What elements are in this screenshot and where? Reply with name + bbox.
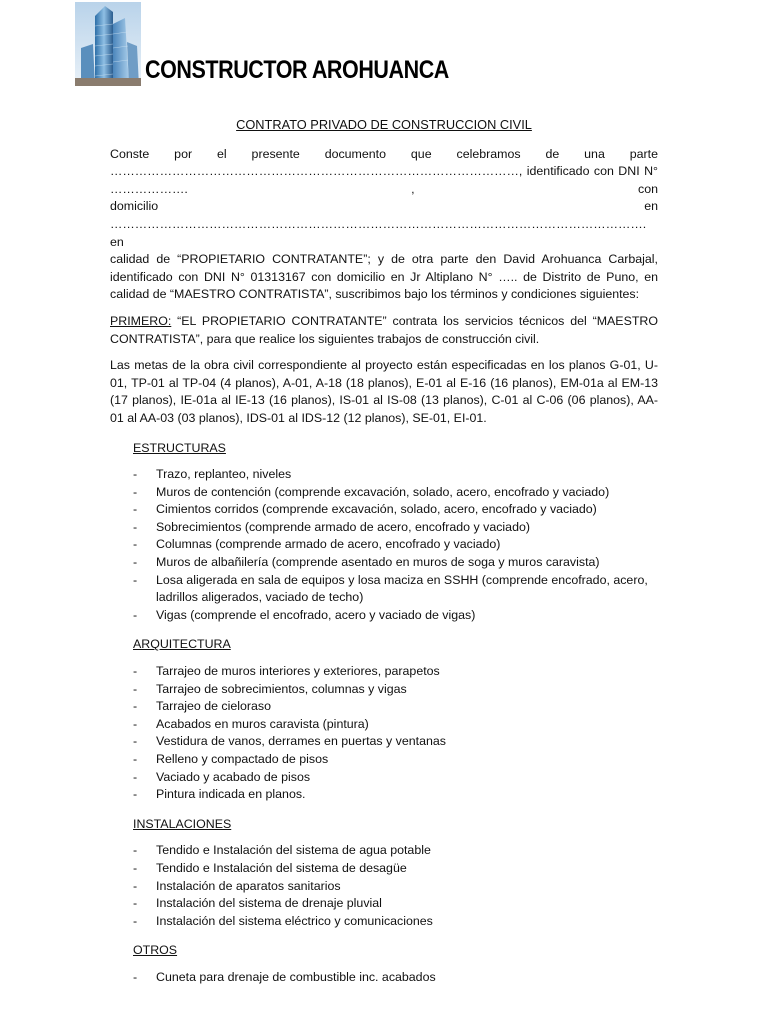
list-item: - Tendido e Instalación del sistema de desagüe [133,860,407,875]
list-item: - Relleno y compactado de pisos [133,752,329,766]
list-item: - Instalación de aparatos sanitarios [133,878,341,893]
section-estructuras [110,440,658,625]
company-name: CONSTRUCTOR AROHUANCA [145,56,449,84]
list-item: - Losa aligerada en sala de equipos y losa maciza en SSHH (comprende encofrado, acero, ladrillos aligerados, vaciado de techo) [133,572,648,605]
section-instalaciones [110,816,658,931]
intro-line-1: Conste por el presente documento que celebramos de una parte [110,146,658,161]
list-item: - Tendido e Instalación del sistema de agua potable [133,843,431,858]
clause-primero-text: “EL PROPIETARIO CONTRATANTE” contrata los servicios técnicos del “MAESTRO CONTRATISTA”, para que realice los siguientes trabajos de construcción civil. [110,313,658,346]
intro-line-3: domicilio en …………………………………………………………………………………………………………………. en [110,199,658,249]
list-item: - Tarrajeo de sobrecimientos, columnas y vigas [133,681,407,696]
list-item: - Trazo, replanteo, niveles [133,467,292,482]
list-item: - Cimientos corridos (comprende excavación, solado, acero, encofrado y vaciado) [133,502,597,517]
document-title: CONTRATO PRIVADO DE CONSTRUCCION CIVIL [236,117,532,132]
list-item: - Acabados en muros caravista (pintura) [133,716,369,731]
section-list [110,969,658,987]
section-list [110,466,658,624]
section-otros [110,942,658,986]
list-item: - Instalación del sistema eléctrico y comunicaciones [133,913,433,928]
list-item: - Columnas (comprende armado de acero, encofrado y vaciado) [133,537,501,552]
list-item: - Vestidura de vanos, derrames en puertas y ventanas [133,734,446,749]
clause-primero-label: PRIMERO: [110,313,172,328]
list-item: - Cuneta para drenaje de combustible inc. acabados [133,969,436,984]
list-item: - Tarrajeo de cieloraso [133,699,272,714]
list-item: - Pintura indicada en planos. [133,787,306,802]
list-item: - Vigas (comprende el encofrado, acero y vaciado de vigas) [133,607,476,622]
contract-document [110,116,658,995]
intro-line-2: ………………………………………………………………………………………, identificado con DNI N° ………………. , con [110,164,658,196]
section-list [110,663,658,804]
list-item: - Vaciado y acabado de pisos [133,769,311,784]
section-list [110,842,658,930]
section-arquitectura [110,636,658,803]
section-heading: ARQUITECTURA [133,637,231,652]
list-item: - Muros de contención (comprende excavación, solado, acero, encofrado y vaciado) [133,484,610,499]
intro-paragraph: calidad de “PROPIETARIO CONTRATANTE”; y de otra parte den David Arohuanca Carbajal, identificado con DNI N° 01313167 con domicilio en Jr Altiplano N° ….. de Distrito de Puno, en calidad de “MAESTRO CONTRATISTA”, suscribimos bajo los términos y condiciones siguientes: [110,252,658,302]
list-item: - Instalación del sistema de drenaje pluvial [133,896,382,911]
building-skyline-icon [75,2,141,86]
list-item: - Tarrajeo de muros interiores y exteriores, parapetos [133,664,440,679]
section-heading: ESTRUCTURAS [133,440,226,455]
list-item: - Sobrecimientos (comprende armado de acero, encofrado y vaciado) [133,519,530,534]
section-heading: INSTALACIONES [133,816,232,831]
metas-paragraph: Las metas de la obra civil correspondiente al proyecto están especificadas en los planos G-01, U-01, TP-01 al TP-04 (4 planos), A-01, A-18 (18 planos), E-01 al E-16 (16 planos), EM-01a al EM-13 (17 planos), IE-01a al IE-13 (16 planos), IS-01 al IS-08 (13 planos), C-01 al C-06 (06 planos), AA-01 al AA-03 (03 planos), IDS-01 al IDS-12 (12 planos), SE-01, EI-01. [110,358,658,425]
list-item: - Muros de albañilería (comprende asentado en muros de soga y muros caravista) [133,555,600,570]
section-heading: OTROS [133,943,178,958]
clause-primero [110,313,658,348]
